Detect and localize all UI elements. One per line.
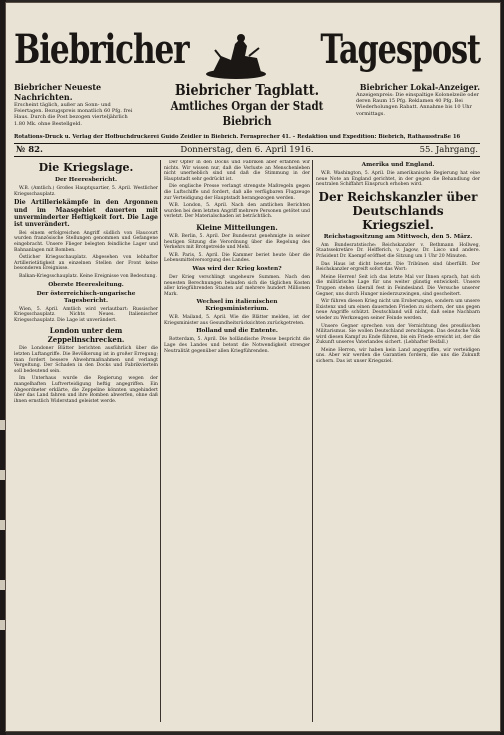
volume-year: 55. Jahrgang. xyxy=(419,145,478,155)
article-paragraph: Wir führen diesen Krieg nicht um Eroberungen, sondern um unsere Existenz und um einen dauernden Frieden zu sichern, der uns gegen neue Angriffe schützt. Deutschland will nicht, daß seine Nachbarn wieder zu Werkzeugen seiner Feinde werden. xyxy=(316,299,480,321)
article-paragraph: Der Krieg verschlingt ungeheure Summen. Nach den neuesten Berechnungen belaufen sich die täglichen Kosten aller kriegführenden Staaten auf mehrere hundert Millionen Mark. xyxy=(164,274,310,297)
column-2 xyxy=(164,160,310,724)
article-paragraph: Bei einem erfolgreichen Angriff südlich von Haucourt wurden französische Stellungen genommen und Gefangene eingebracht. Unsere Flieger belegten feindliche Lager und Bahnanlagen mit Bomben. xyxy=(14,230,158,253)
article-paragraph: Meine Herren, wir haben kein Land angegriffen, wir verteidigen uns. Aber wir werden die Garantien fordern, die uns die Zukunft sichern. Das ist unser Kriegsziel. xyxy=(316,347,480,365)
article-subheading: Wechsel im italienischen Kriegsministerium. xyxy=(196,299,278,313)
article-subheading: Holland und die Entente. xyxy=(196,328,278,335)
column-1 xyxy=(14,160,158,724)
article-subheading: Reichstagssitzung am Mittwoch, den 5. März. xyxy=(323,233,473,240)
article-paragraph: W.B. Washington, 5. April. Die amerikanische Regierung hat eine neue Note an England gerichtet, in der gegen die Behandlung der neutralen Schiffahrt Einspruch erhoben wird. xyxy=(316,171,480,188)
article-paragraph: Die englische Presse verlangt strengste Maßregeln gegen die Luftschiffe und fordert, daß alle verfügbaren Flugzeuge zur Verteidigung der Hauptstadt herangezogen werden. xyxy=(164,184,310,201)
article-paragraph: W.B. Berlin, 5. April. Der Bundesrat genehmigte in seiner heutigen Sitzung die Verordnung über die Regelung des Verkehrs mit Brotgetreide und Mehl. xyxy=(164,233,310,251)
subheader-right-heading: Biebricher Lokal-Anzeiger. xyxy=(359,82,480,92)
article-paragraph: Die Londoner Blätter berichten ausführlich über die letzten Luftangriffe. Die Bevölkerung ist in großer Erregung; man fordert bessere Abwehrmaßnahmen und verlangt Vergeltung. Der Schaden in den Docks und Fabrikvierteln soll bedeutend sein. xyxy=(14,346,158,374)
article-paragraph: Der Opfer in den Docks und Fabriken aber erfahren wir nichts. Wir wissen nur, daß die Verluste an Menschenleben nicht unerheblich sind und daß die Stimmung in der Hauptstadt sehr gedrückt ist. xyxy=(164,160,310,182)
article-paragraph: W.B. Paris, 5. April. Die Kammer beriet heute über die Lebensmittelversorgung des Landes. xyxy=(164,252,310,264)
subtitle-organ: Amtliches Organ der Stadt Biebrich xyxy=(170,99,324,128)
scan-right-edge xyxy=(500,0,504,735)
article-paragraph: Das Haus ist dicht besetzt. Die Tribünen sind überfüllt. Der Reichskanzler ergreift sofort das Wort: xyxy=(316,261,480,273)
article-heading: Kleine Mitteilungen. xyxy=(196,222,278,232)
lead-headline: Der Reichskanzler über Deutschlands Kriegsziel. xyxy=(318,189,478,232)
issue-date: Donnerstag, den 6. April 1916. xyxy=(180,145,314,155)
article-paragraph: Im Unterhaus wurde die Regierung wegen der mangelhaften Luftverteidigung heftig angegriffen. Ein Abgeordneter erklärte, die Zeppeline könnten ungehindert über das Land fahren und ihre Bomben abwerfen, ohne daß ihnen ernstlich Widerstand geleistet werde. xyxy=(14,376,158,404)
article-heading: Die Kriegslage. xyxy=(38,161,134,174)
subheader-right-text: Anzeigenpreis: Die einspaltige Kolonelzeile oder deren Raum 15 Pfg. Reklamen 40 Pfg. Bei Wiederholungen Rabatt. Annahme bis 10 Uhr vormittags. xyxy=(356,92,479,117)
article-subheading: Der österreichisch-ungarische Tagesbericht. xyxy=(36,290,136,304)
article-paragraph: Am Bundesratstische: Reichskanzler v. Bethmann Hollweg, Staatssekretäre Dr. Helfferich, v. Jagow, Dr. Lisco und andere. Präsident Dr. Kaempf eröffnet die Sitzung um 1 Uhr 20 Minuten. xyxy=(316,242,480,259)
article-paragraph: Östlicher Kriegsschauplatz. Abgesehen von lebhafter Artillerietätigkeit an einzelnen Stellen der Front keine besonderen Ereignisse. xyxy=(14,255,158,272)
masthead-title-right: Tagespost xyxy=(320,26,480,73)
column-3 xyxy=(316,160,480,724)
article-paragraph: W.B. Mailand, 5. April. Wie die Blätter melden, ist der Kriegsminister aus Gesundheitsrücksichten zurückgetreten. xyxy=(164,315,310,326)
article-paragraph: Unsere Gegner sprechen von der Vernichtung des preußischen Militarismus. Sie wollen Deutschland zerschlagen. Das deutsche Volk wird diesen Kampf zu Ende führen, bis ein Friede erreicht ist, der die Zukunft unseres Vaterlandes sichert. (Lebhafter Beifall.) xyxy=(316,323,480,346)
subheader-right xyxy=(356,82,480,117)
masthead-title-left: Biebricher xyxy=(14,26,189,73)
subheader-center xyxy=(142,82,352,129)
article-subheading: Der Heeresbericht. xyxy=(54,177,118,183)
subheader xyxy=(14,82,480,142)
column-rule xyxy=(312,160,313,722)
issue-number: № 82. xyxy=(16,145,43,155)
publisher-line: Rotations-Druck u. Verlag der Hofbuchdruckerei Guido Zeidler in Biebrich. Fernsprecher 41. – Redaktion und Expedition: Biebrich, Rathausstraße 16 xyxy=(14,134,461,140)
article-paragraph: W.B. London, 5. April. Nach den amtlichen Berichten wurden bei dem letzten Angriff mehrere Personen getötet und verletzt. Der Materialschaden ist beträchtlich. xyxy=(164,203,310,220)
subheader-left-text: Erscheint täglich, außer an Sonn- und Feiertagen. Bezugspreis monatlich 60 Pfg. frei Haus. Durch die Post bezogen vierteljährlich 1.80 Mk. ohne Bestellgeld. xyxy=(14,102,133,127)
signature: Oberste Heeresleitung. xyxy=(48,281,124,288)
subheader-left-heading: Biebricher Neueste Nachrichten. xyxy=(14,82,102,102)
dateline xyxy=(14,143,480,157)
article-bold-paragraph: Die Artilleriekämpfe in den Argonnen und im Maasgebiet dauerten mit unverminderter Heftigkeit fort. Die Lage ist unverändert. xyxy=(14,199,158,229)
subtitle-tagblatt: Biebricher Tagblatt. xyxy=(174,81,320,99)
article-heading: London unter dem Zeppelinschrecken. xyxy=(47,326,125,345)
article-paragraph: Rotterdam, 5. April. Die holländische Presse bespricht die Lage des Landes und betont die Notwendigkeit strenger Neutralität gegenüber allen Kriegführenden. xyxy=(164,337,310,354)
article-paragraph: Meine Herren! Seit ich das letzte Mal vor Ihnen sprach, hat sich die militärische Lage für uns weiter günstig entwickelt. Unsere Truppen stehen überall fest in Feindesland. Die Versuche unserer Gegner, uns durch Hunger niederzuzwingen, sind gescheitert. xyxy=(316,274,480,297)
subheader-left xyxy=(14,82,136,127)
article-subheading: Was wird der Krieg kosten? xyxy=(192,265,282,272)
article-paragraph: Balkan-Kriegsschauplatz. Keine Ereignisse von Bedeutung. xyxy=(19,273,157,279)
column-rule xyxy=(160,160,161,722)
article-paragraph: W.B. (Amtlich.) Großes Hauptquartier, 5. April. Westlicher Kriegsschauplatz. xyxy=(14,186,158,197)
city-crest-icon xyxy=(201,30,271,80)
article-subheading: Amerika und England. xyxy=(361,162,435,168)
article-paragraph: Wien, 5. April. Amtlich wird verlautbart: Russischer Kriegsschauplatz. Nichts Neues. Italienischer Kriegsschauplatz. Die Lage ist unverändert. xyxy=(14,306,158,323)
